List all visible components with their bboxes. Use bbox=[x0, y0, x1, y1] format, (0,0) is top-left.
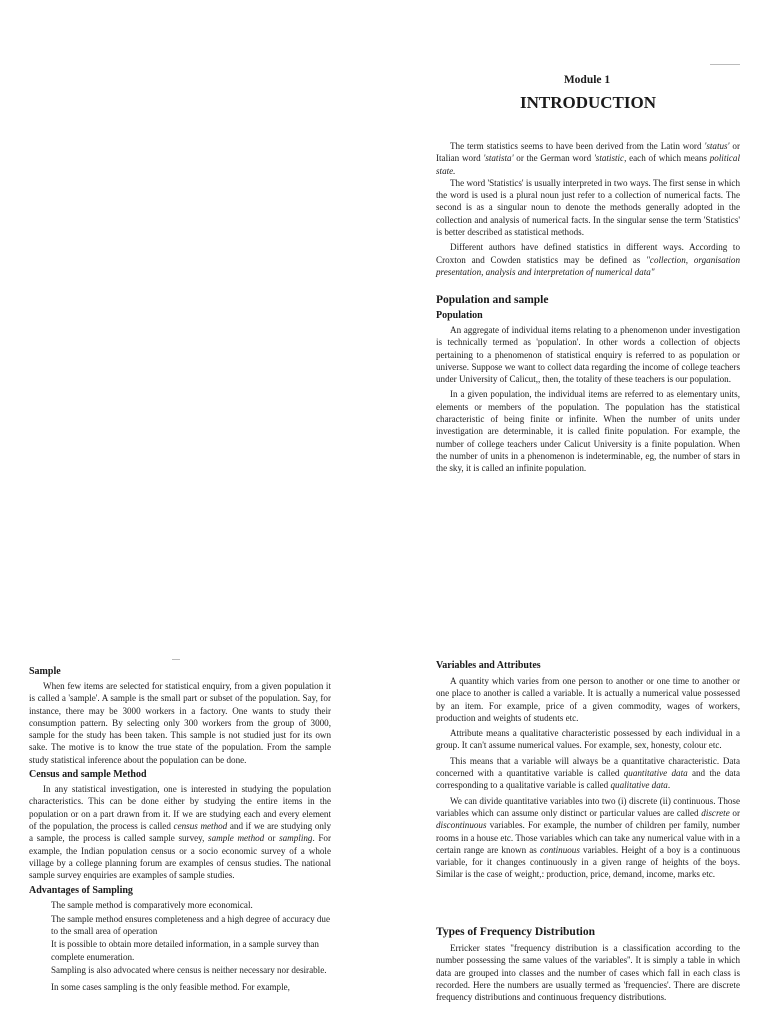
term: discontinuous bbox=[436, 820, 487, 831]
variables-paragraph-1: A quantity which varies from one person to another or one time to another or one place to another is called a variable. It is actually a numerical value possessed by an item. For example, price of a given commodity, wages of workers, production and weights of students etc. bbox=[436, 676, 740, 723]
list-item: Sampling is also advocated where census is neither necessary nor desirable. bbox=[51, 964, 327, 975]
text-run: variables. For example, the number of children per family, number rooms in a house etc. Those variables which can take any numerical value with in a certain range are known as bbox=[436, 820, 740, 855]
intro-paragraph-1 bbox=[436, 140, 740, 177]
intro-paragraph-3 bbox=[436, 241, 740, 278]
political-state: political state. bbox=[436, 153, 740, 176]
section-heading: Advantages of Sampling bbox=[29, 885, 133, 897]
term: continuous bbox=[539, 844, 580, 855]
text-run: . bbox=[667, 780, 671, 791]
term: discrete bbox=[701, 807, 730, 818]
variables-section bbox=[436, 660, 740, 884]
advantages-list bbox=[29, 899, 331, 993]
italian-word: 'statista' bbox=[483, 153, 514, 164]
population-paragraph-2: In a given population, the individual items are referred to as elementary units, elements or members of the population. The population has the statistical characteristic of being finite or infinite. When the number of units under investigation are determinable, it is called finite population. For example, the number of college teachers under Calicut University is a finite population. When the number of units in a phenomenon is indeterminable, eg, the number of stars in the sky, it is called an infinite population. bbox=[436, 389, 740, 474]
text-run: and the data corresponding to a qualitative variable is called bbox=[436, 768, 740, 791]
sample-section bbox=[29, 666, 331, 995]
module-label: Module 1 bbox=[563, 74, 611, 86]
term: census method bbox=[173, 820, 228, 831]
intro-paragraph-2: The word 'Statistics' is usually interpreted in two ways. The first sense in which the word is used is a plural noun just refer to a collection of numerical facts. The second is as a singular noun to denote the methods generally adopted in the collection and analysis of numerical facts. In the singular sense the term 'Statistics' is better described as statistical methods. bbox=[436, 177, 740, 238]
text-run: or the German word bbox=[513, 153, 594, 164]
variables-paragraph-4 bbox=[436, 795, 740, 881]
page-header bbox=[436, 74, 740, 113]
scan-mark bbox=[710, 64, 740, 65]
term: sample method bbox=[208, 833, 265, 844]
text-run: or bbox=[264, 833, 280, 844]
text-run: and if we are studying only a sample, the process is called sample survey, bbox=[29, 820, 331, 844]
term: qualitative data bbox=[610, 780, 668, 791]
section-heading: Types of Frequency Distribution bbox=[436, 926, 595, 938]
section-heading: Variables and Attributes bbox=[436, 660, 541, 671]
frequency-section bbox=[436, 926, 740, 1006]
page-title: INTRODUCTION bbox=[519, 93, 657, 112]
text-run: The term statistics seems to have been derived from the Latin word bbox=[450, 141, 705, 151]
variables-paragraph-3 bbox=[436, 755, 740, 792]
text-run: or Italian word bbox=[436, 141, 740, 164]
text-run: or bbox=[729, 807, 741, 818]
text-run: In any statistical investigation, one is interested in studying the population characteristics. This can be done either by studying the entire items in the population or on a part drawn from it. If we are studying each and every element of the population, the process is called bbox=[29, 784, 331, 831]
list-item: The sample method ensures completeness and a high degree of accuracy due to the small area of operation bbox=[51, 913, 331, 937]
section-heading: Population and sample bbox=[436, 294, 549, 306]
scan-mark bbox=[172, 659, 180, 660]
term: sampling bbox=[279, 833, 313, 844]
section-heading: Census and sample Method bbox=[29, 769, 147, 781]
list-item: The sample method is comparatively more economical. bbox=[51, 900, 253, 911]
term: quantitative data bbox=[623, 768, 688, 779]
text-run: This means that a variable will always be a quantitative characteristic. Data concerned with a quantitative variable is called bbox=[436, 755, 740, 779]
frequency-paragraph: Erricker states "frequency distribution is a classification according to the number possessing the same values of the variables''. It is simply a table in which data are grouped into classes and the number of cases which fall in each class is recorded. Here the numbers are usually termed as 'frequencies'. There are discrete frequency distributions and continuous frequency distributions. bbox=[436, 943, 740, 1003]
sample-paragraph: When few items are selected for statistical enquiry, from a given population it is called a 'sample'. A sample is the small part or subset of the population. Say, for instance, there may be 3000 workers in a factory. One wants to study their consumption pattern. By selecting only 300 workers from the group of 3000, sample for the study has been taken. This sample is not studied just for its own sake. The motive is to know the true state of the population. From the sample study statistical inference about the population can be done. bbox=[29, 681, 331, 765]
text-run: Different authors have defined statistics in different ways. According to Croxton and Cowden statistics may be defined as bbox=[436, 242, 740, 265]
list-item: In some cases sampling is the only feasible method. For example, bbox=[51, 982, 290, 993]
latin-word: 'status' bbox=[704, 141, 730, 151]
definition-quote: "collection, organisation presentation, analysis and interpretation of numerical data" bbox=[436, 254, 740, 277]
text-run: We can divide quantitative variables into two (i) discrete (ii) continuous. Those variables which can assume only distinct or particular values are called bbox=[436, 795, 740, 818]
text-run: , each of which means bbox=[624, 153, 710, 164]
list-item: It is possible to obtain more detailed information, in a sample survey than complete enumeration. bbox=[51, 939, 319, 962]
section-heading: Sample bbox=[29, 666, 61, 677]
german-word: 'statistic bbox=[593, 153, 625, 164]
population-section bbox=[436, 294, 740, 478]
variables-paragraph-2: Attribute means a qualitative characteristic possessed by each individual in a group. It can't assume numerical values. For example, sex, honesty, colour etc. bbox=[436, 728, 740, 751]
intro-section bbox=[436, 140, 740, 281]
text-run: . For example, the Indian population census or a socio economic survey of a whole village by a college planning forum are examples of census studies. The national sample survey enquiries are examples of sample studies. bbox=[29, 833, 331, 881]
text-run: variables. Height of a boy is a continuous variable, for it changes continuously in a given range of heights of the boys. Similar is the case of weight,: production, price, demand, income, marks etc. bbox=[436, 844, 740, 880]
census-paragraph bbox=[29, 783, 331, 881]
subsection-heading: Population bbox=[436, 310, 483, 321]
population-paragraph-1: An aggregate of individual items relating to a phenomenon under investigation is technically termed as 'population'. In other words a collection of objects pertaining to a phenomenon of statistical enquiry is referred to as population or universe. Suppose we want to collect data regarding the income of college teachers under University of Calicut,, then, the totality of these teachers is our population. bbox=[436, 325, 740, 385]
